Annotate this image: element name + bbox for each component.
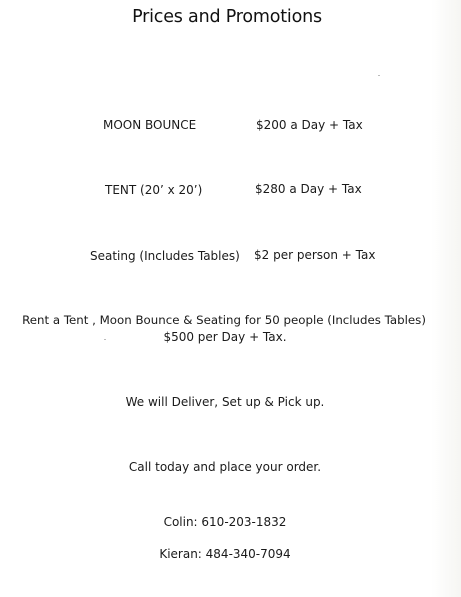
price-item-tent: TENT (20’ x 20’) [105, 183, 203, 197]
service-note: We will Deliver, Set up & Pick up. [125, 395, 325, 409]
scan-speck [378, 75, 380, 76]
price-value-moon-bounce: $200 a Day + Tax [256, 118, 363, 132]
price-value-tent: $280 a Day + Tax [255, 182, 362, 196]
price-item-seating: Seating (Includes Tables) [90, 249, 240, 263]
scan-edge-shadow [431, 0, 461, 597]
page-title: Prices and Promotions [132, 7, 322, 27]
call-to-action: Call today and place your order. [128, 460, 322, 474]
price-item-moon-bounce: MOON BOUNCE [103, 118, 197, 132]
contact-kieran: Kieran: 484-340-7094 [159, 547, 291, 561]
contact-colin: Colin: 610-203-1832 [163, 515, 287, 529]
promotion-price: $500 per Day + Tax. [163, 330, 287, 344]
promotion-offer: Rent a Tent , Moon Bounce & Seating for 50 people (Includes Tables) [22, 313, 426, 327]
price-value-seating: $2 per person + Tax [254, 248, 376, 262]
